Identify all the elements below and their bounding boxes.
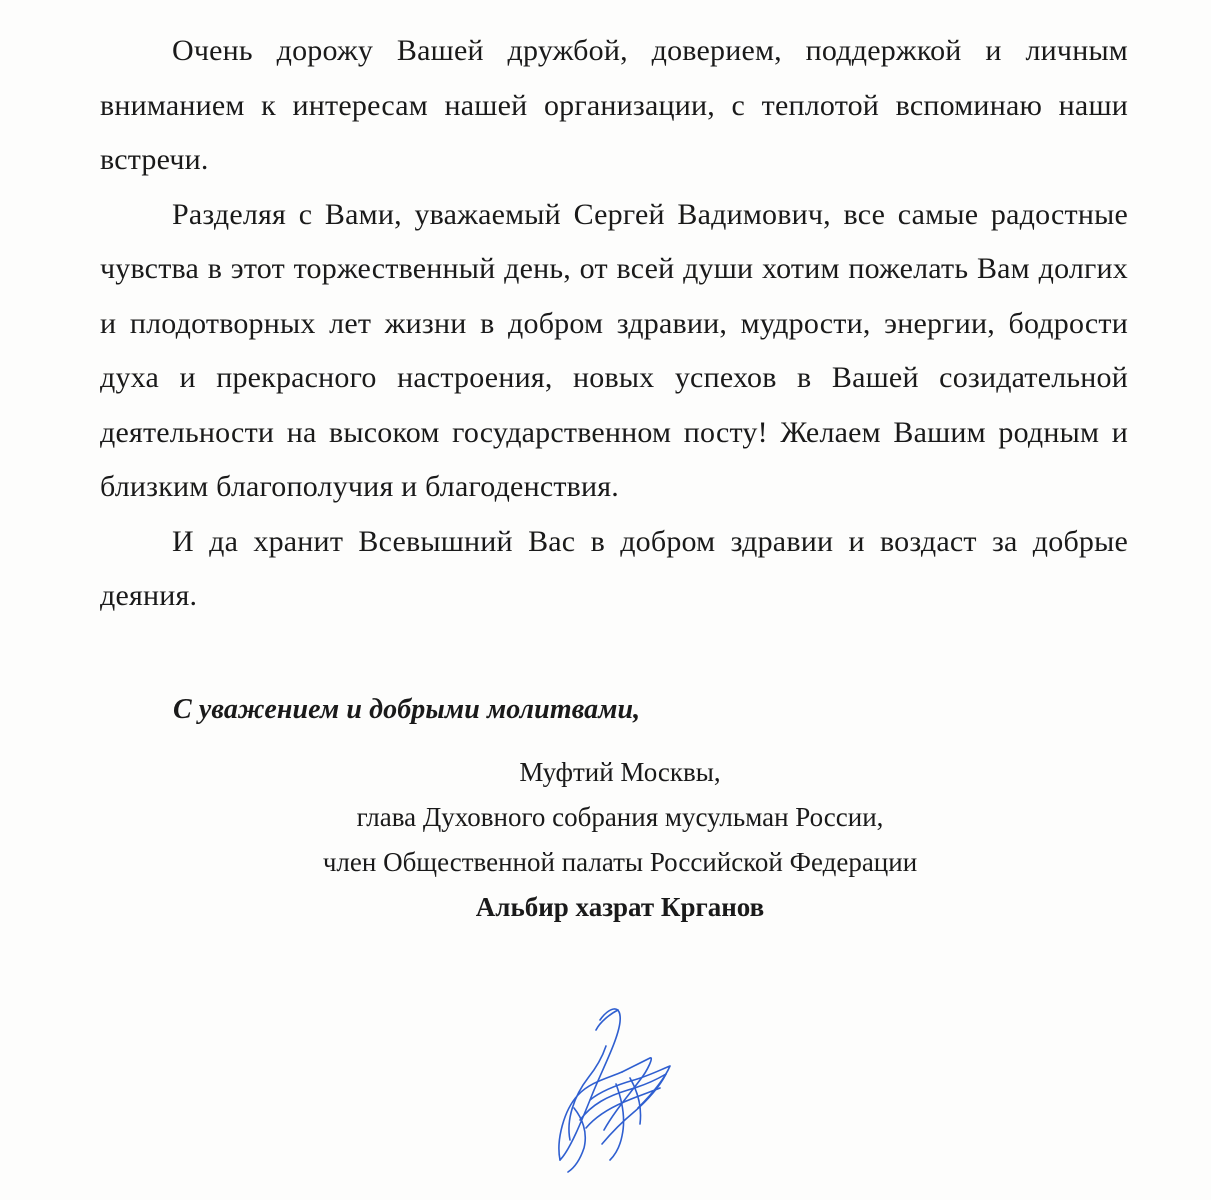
- paragraph-3: И да хранит Всевышний Вас в добром здравии и воздаст за добрые деяния.: [100, 524, 1128, 612]
- signatory-title-3: член Общественной палаты Российской Федерации: [322, 847, 918, 877]
- signatory-title-1: Муфтий Москвы,: [519, 757, 721, 787]
- signatory-block: [250, 750, 990, 930]
- letter-body: [100, 24, 1128, 624]
- closing-phrase: С уважением и добрыми молитвами,: [173, 694, 641, 725]
- paragraph-2: Разделяя с Вами, уважаемый Сергей Вадимович, все самые радостные чувства в этот торжественный день, от всей души хотим пожелать Вам долгих и плодотворных лет жизни в добром здравии, мудрости, энергии, бодрости духа и прекрасного настроения, новых успехов в Вашей созидательной деятельности на высоком государственном посту! Желаем Вашим родным и близким благополучия и благоденствия.: [100, 197, 1128, 503]
- paragraph-1: Очень дорожу Вашей дружбой, доверием, поддержкой и личным вниманием к интересам нашей организации, с теплотой вспоминаю наши встречи.: [100, 34, 1128, 176]
- handwritten-signature: [530, 1000, 690, 1175]
- signatory-title-2: глава Духовного собрания мусульман России,: [356, 802, 884, 832]
- signatory-name: Альбир хазрат Крганов: [475, 892, 765, 922]
